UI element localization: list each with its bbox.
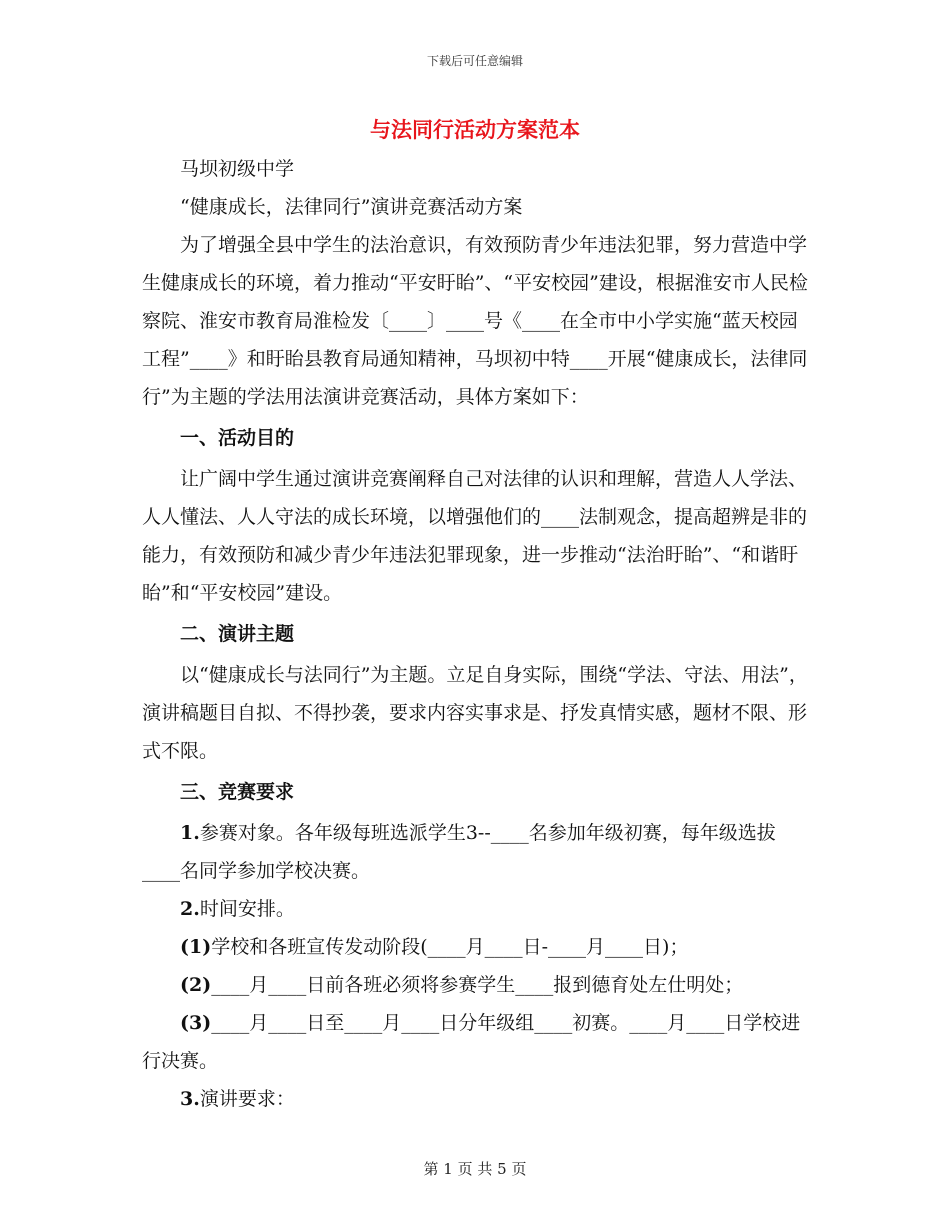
requirement-item-2 [142, 890, 812, 928]
schedule-item-3 [142, 1004, 812, 1080]
requirement-item-3 [142, 1080, 812, 1118]
item-number: (3) [180, 1012, 212, 1034]
item-text: 学校和各班宣传发动阶段(____月____日-____月____日)； [211, 936, 689, 958]
section-heading-2: 二、演讲主题 [180, 623, 295, 645]
school-name: 马坝初级中学 [180, 158, 295, 180]
item-number: (1) [180, 936, 212, 958]
schedule-item-1 [142, 928, 812, 966]
page-footer: 第 1 页 共 5 页 [423, 1160, 527, 1178]
item-number: 2. [180, 898, 200, 920]
intro-paragraph: 为了增强全县中学生的法治意识，有效预防青少年违法犯罪，努力营造中学生健康成长的环境，着力推动“平安盱眙”、“平安校园”建设，根据淮安市人民检察院、淮安市教育局淮检发〔____〕____号《____在全市中小学实施“蓝天校园工程”____》和盱眙县教育局通知精神，马坝初中特____开展“健康成长，法律同行”为主题的学法用法演讲竞赛活动，具体方案如下： [142, 234, 808, 408]
section-heading-1: 一、活动目的 [180, 427, 295, 449]
item-number: 1. [180, 822, 200, 844]
item-number: 3. [180, 1088, 200, 1110]
requirement-item-1 [142, 814, 812, 890]
subtitle: “健康成长，法律同行”演讲竞赛活动方案 [180, 196, 523, 218]
page-header: 下载后可任意编辑 [426, 54, 523, 68]
section-heading-3: 三、竞赛要求 [180, 781, 295, 803]
item-number: (2) [180, 974, 212, 996]
section-text-2: 以“健康成长与法同行”为主题。立足自身实际，围绕“学法、守法、用法”，演讲稿题目自拟、不得抄袭，要求内容实事求是、抒发真情实感，题材不限、形式不限。 [142, 664, 808, 762]
item-text: ____月____日前各班必须将参赛学生____报到德育处左仕明处； [211, 974, 744, 996]
schedule-item-2 [142, 966, 812, 1004]
document-body [142, 150, 812, 1118]
item-text: 参赛对象。各年级每班选派学生3--____名参加年级初赛，每年级选拔____名同学参加学校决赛。 [142, 822, 776, 882]
item-text: ____月____日至____月____日分年级组____初赛。____月____日学校进行决赛。 [142, 1012, 801, 1072]
section-text-1: 让广阔中学生通过演讲竞赛阐释自己对法律的认识和理解，营造人人学法、人人懂法、人人守法的成长环境，以增强他们的____法制观念，提高超辨是非的能力，有效预防和减少青少年违法犯罪现象，进一步推动“法治盱眙”、“和谐盱眙”和“平安校园”建设。 [142, 468, 808, 604]
item-text: 演讲要求： [199, 1088, 295, 1110]
item-text: 时间安排。 [199, 898, 295, 920]
document-title: 与法同行活动方案范本 [370, 118, 580, 142]
